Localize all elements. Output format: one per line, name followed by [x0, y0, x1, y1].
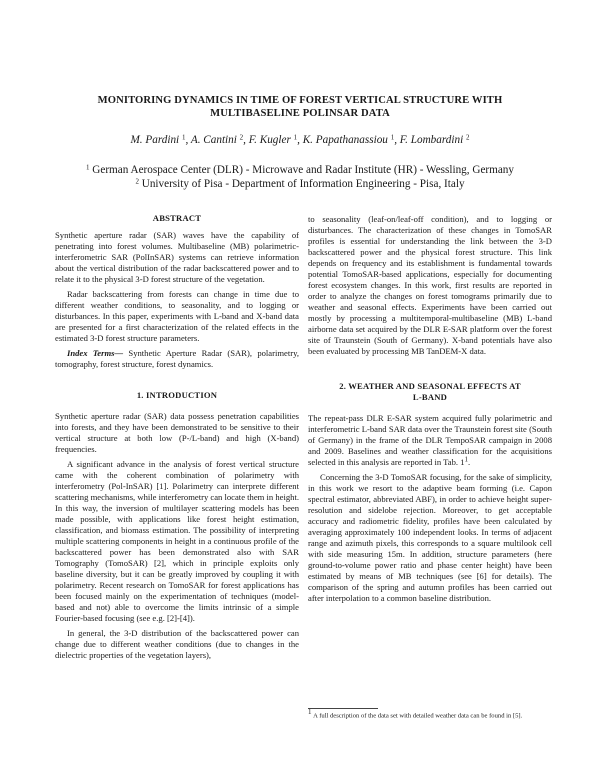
author-affil-mark: 1: [181, 133, 186, 142]
footnote-text: A full description of the data set with detailed weather data can be found in [5].: [313, 712, 523, 720]
affiliation-2: $^2$ University of Pisa - Department of Information Engineering - Pisa, Italy: [135, 177, 465, 190]
author-affil-mark: 1: [293, 133, 298, 142]
footnote: [308, 708, 552, 721]
section-2-heading: [308, 381, 552, 403]
author-affil-mark: 2: [466, 133, 470, 142]
author-name: K. Papathanassiou: [302, 134, 388, 146]
right-column: [308, 213, 552, 604]
section-2-heading-line-1: 2. WEATHER AND SEASONAL EFFECTS AT: [339, 381, 521, 391]
abstract-paragraph: Radar backscattering from forests can change in time due to different weather conditions, to seasonality, and to logging or disturbances. In this paper, experiments with L-band and X-band data are presented for a first characterization of the related effects in the estimated 3-D forest structure parameters.: [55, 289, 299, 343]
intro-paragraph: In general, the 3-D distribution of the backscattered power can change due to different weather conditions (due to changes in the dielectric properties of the vegetation layers),: [55, 628, 299, 660]
affiliation-1: $^1$ German Aerospace Center (DLR) - Microwave and Radar Institute (HR) - Wessling, Germany: [85, 163, 514, 176]
title-line-2: MULTIBASELINE POLINSAR DATA: [210, 108, 390, 119]
affiliation-list: [40, 164, 560, 191]
author-name: F. Lombardini: [399, 134, 464, 146]
footnote-number: 1: [308, 708, 312, 716]
intro-paragraph: Synthetic aperture radar (SAR) data possess penetration capabilities into forests, and they have been demonstrated to be sensitive to their vertical structure at both low (P-/L-band) and high (X-band) frequencies.: [55, 411, 299, 454]
abstract-heading: ABSTRACT: [152, 213, 202, 223]
footnote-divider: [308, 708, 378, 709]
section-2-heading-line-2: L-BAND: [412, 392, 448, 402]
footnote-mark: 1: [464, 455, 469, 464]
abstract-paragraph: Synthetic aperture radar (SAR) waves have the capability of penetrating into forest volumes. Multibaseline (MB) polarimetric-interferometric SAR (PolInSAR) systems can retrieve information about the vertical distribution of the radar backscattered power and to relate it to the physical 3-D forest structure of the vegetation.: [55, 230, 299, 284]
author-affil-mark: 2: [239, 133, 244, 142]
intro-paragraph: A significant advance in the analysis of forest vertical structure came with the coherent combination of polarimetry with interferometry (Pol-InSAR) [1]. Polarimetry can interprete different scattering mechanisms, while interferometry can locate them in height. In this way, the inversion of multilayer scattering models has been made possible, with applications like forest height estimation, classification, and biomass estimation. The possibility of interpreting multiple scattering components in height in a continuous profile of the backscattered power has been demonstrated also with SAR Tomography (TomoSAR) [2], which in principle exploits only baseline diversity, but it can be greatly improved by coupling it with polarimetry. Recent research on TomoSAR for forest applications has been focused mainly on the experimentation of techniques (model-based and not) able to overcome the limits intrinsic of a simple Fourier-based focusing (see e.g. [2]-[4]).: [55, 459, 299, 623]
index-terms-label: Index Terms—: [67, 348, 124, 358]
title-line-1: MONITORING DYNAMICS IN TIME OF FOREST VERTICAL STRUCTURE WITH: [97, 95, 503, 106]
section-2-paragraph: Concerning the 3-D TomoSAR focusing, for the sake of simplicity, in this work we resort to the adaptive beam forming (i.e. Capon spectral estimator, abbreviated ABF), in order to achieve height super-resolution and sidelobe rejection. Moreover, to get acceptable accuracy and radiometric fidelity, profiles have been calculated by averaging approximately 100 independent looks. In terms of adjacent range and azimuth pixels, this corresponds to a square multilook cell with side measuring 15m. In addition, structure parameters (here ground-to-volume power ratio and phase center height) have been estimated by means of MB techniques (see [6] for details). The comparison of the spring and autumn profiles has been carried out after interpolation to a common baseline distribution.: [308, 472, 552, 603]
author-name: M. Pardini: [130, 134, 180, 146]
author-name: A. Cantini: [190, 134, 237, 146]
section-2-paragraph: The repeat-pass DLR E-SAR system acquired fully polarimetric and interferometric L-band SAR data over the Traunstein forest site (South of Germany) in the frame of the DLR TempoSAR campaign in 2008 and 2009. Baselines and weather classification for the acquisitions selected in this analysis are reported in Tab. $1^1$.: [308, 413, 552, 467]
author-list: M. Pardini $^1$, A. Cantini $^2$, F. Kugler $^1$, K. Papathanassiou $^1$, F. Lombardini $^2$: [130, 133, 470, 146]
index-terms: [55, 348, 299, 370]
index-terms-text: Synthetic Aperture Radar (SAR), polarimetry, tomography, forest structure, forest dynamics.: [55, 348, 299, 369]
author-name: F. Kugler: [248, 134, 291, 146]
intro-paragraph-continued: to seasonality (leaf-on/leaf-off condition), and to logging or disturbances. The characterization of these changes in TomoSAR profiles is essential for understanding the link between the 3-D backscattered power and the physical forest structure. This link depends on frequency and its establishment is fundamental towards potential TomoSAR-based applications, especially for documenting forest ecosystem changes. In this work, first results are reported in order to analyze the changes on forest tomograms primarily due to weather and seasonal effects. Experiments have been carried out mostly by processing a multitemporal-multibaseline (MB) L-band airborne data set acquired by the DLR E-SAR platform over the forest site of Traunstein (South of Germany). X-band potentials have also been evaluated by processing MB TanDEM-X data.: [308, 214, 552, 356]
intro-heading: 1. INTRODUCTION: [136, 390, 218, 400]
left-column: [55, 213, 299, 661]
paper-title: [60, 94, 540, 120]
author-affil-mark: 1: [390, 133, 395, 142]
